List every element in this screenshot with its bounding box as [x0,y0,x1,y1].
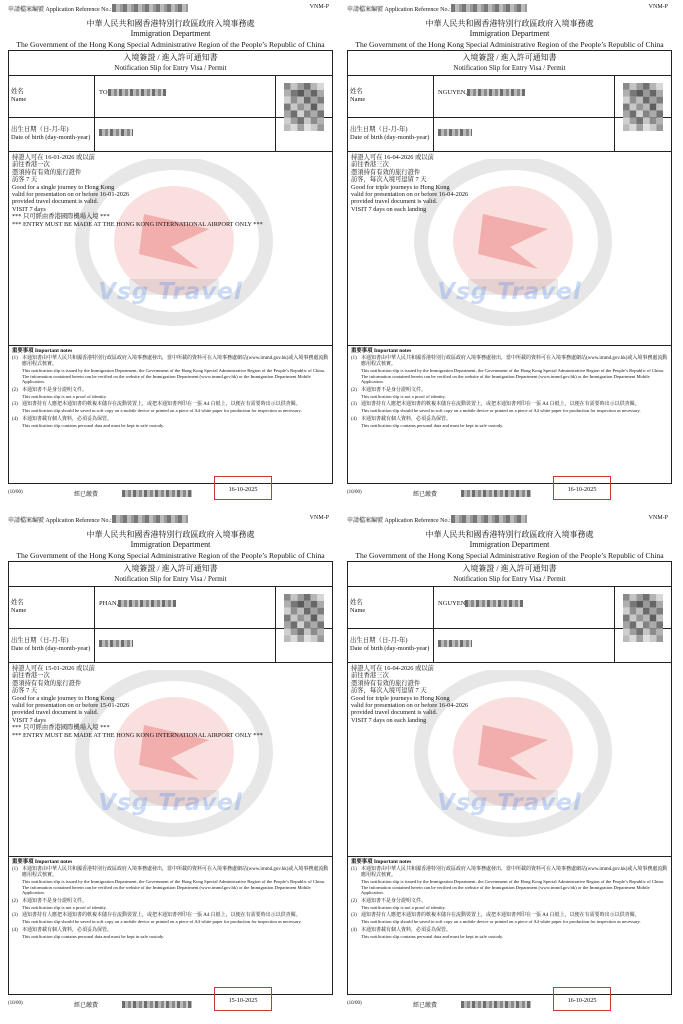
note-number: (4) [351,927,357,933]
photo-redacted [623,594,663,642]
note-item [12,867,329,896]
note-item [351,913,668,925]
dob-redacted [438,129,472,136]
note-item [12,928,329,940]
condition-line: provided travel document is valid. [12,709,99,717]
note-item [12,913,329,925]
fee-paid-label: 經已繳費 [74,1003,99,1009]
reference-label: 申請檔案編號 Application Reference No.: [8,7,112,13]
note-number: (3) [12,913,18,919]
condition-line: *** ENTRY MUST BE MADE AT THE HONG KONG INTERNATIONAL AIRPORT ONLY *** [12,220,263,228]
condition-line: 前往香港三次 [351,672,389,680]
note-item [351,928,668,940]
photo-redacted [623,83,663,131]
name-label-en: Name [350,607,366,614]
reference-label: 申請檔案編號 Application Reference No.: [8,518,112,524]
notes-heading: 重要事項 Important notes [12,348,73,354]
note-text-en: This notification slip contains personal data and must be kept in safe custody. [361,422,504,428]
visa-conditions [351,665,468,724]
condition-line: VISIT 7 days [12,716,46,724]
slip-frame [347,50,672,484]
condition-line: 持證人可在 15-01-2026 或以前 [12,665,95,672]
note-text-en: This notification slip is issued by the Immigration Department, the Government of the Hong Kong Special Administrative Region of the People’s Republic of China. The information contained herein can be verified on the website of the Immigration Department (www.immd.gov.hk) or the Immigration Department Mobile Application. [22,879,326,896]
slip-title-zh: 入境簽證 / 進入許可通知書 [462,53,557,62]
dob-label-en: Date of birth (day-month-year) [11,645,91,652]
name-label-zh: 姓名 [350,599,363,606]
condition-line: 憑須持有有效的旅行證件 [351,679,421,687]
dob-label-en: Date of birth (day-month-year) [11,134,91,141]
receipt-number-redacted [122,490,192,497]
dob-value [99,129,133,136]
note-text-en: This notification slip is not a proof of identity. [22,393,107,399]
note-text-zh: 本通知書不是身分證明文件。 [22,898,88,904]
dob-redacted [99,129,133,136]
form-code: VNM-P [648,4,668,10]
important-notes [351,859,668,943]
note-text-en: This notification slip contains personal data and must be kept in safe custody. [22,422,165,428]
issue-date: 16-10-2025 [567,997,597,1004]
note-number: (1) [12,867,18,872]
important-notes [12,859,329,943]
reference-label: 申請檔案編號 Application Reference No.: [347,7,451,13]
important-notes [12,348,329,432]
name-label [348,586,434,628]
note-number: (2) [12,898,18,904]
form-version-code: (10/00) [8,490,23,495]
watermark-brand-text: Vsg Travel [437,279,582,305]
note-text-zh: 通知書持有人應把本通知書的軟複本儲存在流動裝置上，或把本通知書列印在一張 A4 白紙上，以便在有需要時出示以供查閱。 [361,402,640,408]
condition-line: Good for triple journeys to Hong Kong [351,694,450,702]
slip-title-en: Notification Slip for Entry Visa / Permit [453,575,566,583]
condition-line: 訪客 7 天 [12,687,38,695]
condition-line: 持證人可在 16-04-2026 或以前 [351,154,434,161]
slip-title-en: Notification Slip for Entry Visa / Permit [453,64,566,72]
reference-line [347,515,672,525]
note-item [351,356,668,385]
form-code: VNM-P [648,515,668,521]
dob-label-zh: 出生日期（日-月-年) [350,637,408,644]
name-prefix: TO [99,89,108,96]
visa-conditions-area [9,151,332,346]
fee-paid-label: 經已繳費 [413,1003,438,1009]
form-code: VNM-P [309,515,329,521]
dob-label [348,117,434,151]
department-name-zh: 中華人民共和國香港特別行政區政府入境事務處 [86,19,255,28]
form-version-code: (10/00) [347,1001,362,1006]
condition-line: valid for presentation on or before 16-04-2026 [351,702,469,710]
watermark-brand-text: Vsg Travel [437,790,582,816]
condition-line: VISIT 7 days [12,205,46,213]
slip-footer [343,486,676,502]
condition-line: 前往香港三次 [351,161,389,169]
condition-line: 訪客，每次入境可逗留 7 天 [351,176,427,184]
reference-number-redacted [112,515,188,523]
department-name-en: Immigration Department [130,29,211,38]
note-text-zh: 本通知書載有個人資料，必須妥為保管。 [361,927,452,933]
department-name-zh: 中華人民共和國香港特別行政區政府入境事務處 [425,19,594,28]
reference-line [8,515,333,525]
note-item [351,402,668,414]
notes-heading: 重要事項 Important notes [351,859,412,865]
note-text-en: This notification slip should be saved in soft copy on a mobile device or printed on a piece of A4 white paper for production for inspection as necessary. [22,919,302,925]
condition-line: 憑須持有有效的旅行證件 [12,168,82,176]
note-number: (1) [351,867,357,872]
note-text-en: This notification slip should be saved in soft copy on a mobile device or printed on a piece of A4 white paper for production for inspection as necessary. [361,408,641,414]
note-text-en: This notification slip is issued by the Immigration Department, the Government of the Hong Kong Special Administrative Region of the People’s Republic of China. The information contained herein can be verified on the website of the Immigration Department (www.immd.gov.hk) or the Immigration Department Mobile Application. [361,879,665,896]
department-name-en: Immigration Department [469,540,550,549]
condition-line: valid for presentation on or before 16-01-2026 [12,191,130,199]
note-number: (3) [12,402,18,408]
note-item [351,867,668,896]
condition-line: *** 只可經由香港國際機場入境 *** [12,724,110,732]
photo-redacted [284,83,324,131]
notification-slip [4,513,337,1013]
note-text-zh: 本通知書載有個人資料，必須妥為保管。 [22,416,113,422]
name-label-en: Name [11,96,27,103]
condition-line: 訪客 7 天 [12,176,38,184]
dob-label-zh: 出生日期（日-月-年) [11,126,69,133]
note-text-zh: 本通知書由中華人民共和國香港特別行政區政府入境事務處發出，當中所載的資料可在入境事務處網站(www.immd.gov.hk)或入境事務處流動應用程式核實。 [22,356,329,367]
note-item [12,356,329,385]
name-value [99,89,166,96]
receipt-number-redacted [461,490,531,497]
name-label-zh: 姓名 [11,599,24,606]
dob-redacted [438,640,472,647]
issue-date: 16-10-2025 [228,486,258,493]
notification-slip [343,513,676,1013]
photo-cell [614,75,672,151]
note-number: (4) [12,927,18,933]
condition-line: provided travel document is valid. [351,709,438,717]
dob-label-en: Date of birth (day-month-year) [350,645,430,652]
form-code: VNM-P [309,4,329,10]
government-name: The Government of the Hong Kong Special Administrative Region of the People’s Republic of China [16,551,325,560]
important-notes [351,348,668,432]
reference-number-redacted [451,4,527,12]
note-number: (2) [351,387,357,393]
slip-title-en: Notification Slip for Entry Visa / Permit [114,575,227,583]
slip-footer [4,997,337,1013]
dob-label-zh: 出生日期（日-月-年) [11,637,69,644]
dob-label [9,628,95,662]
note-number: (2) [12,387,18,393]
slip-title-en: Notification Slip for Entry Visa / Permit [114,64,227,72]
name-value [438,600,523,607]
name-prefix: PHAN, [99,600,119,607]
note-number: (1) [12,356,18,361]
note-text-en: This notification slip is not a proof of identity. [361,904,446,910]
department-name-en: Immigration Department [469,29,550,38]
note-text-zh: 本通知書載有個人資料，必須妥為保管。 [22,927,113,933]
reference-number-redacted [112,4,188,12]
name-label [9,586,95,628]
name-label-en: Name [11,607,27,614]
form-version-code: (10/00) [8,1001,23,1006]
visa-conditions [12,154,263,228]
note-text-zh: 通知書持有人應把本通知書的軟複本儲存在流動裝置上，或把本通知書列印在一張 A4 白紙上，以便在有需要時出示以供查閱。 [22,913,301,919]
condition-line: Good for triple journeys to Hong Kong [351,183,450,191]
slip-frame [347,561,672,995]
name-value [438,89,525,96]
fee-paid-label: 經已繳費 [413,492,438,498]
note-text-zh: 本通知書不是身分證明文件。 [361,387,427,393]
receipt-number-redacted [122,1001,192,1008]
name-redacted [108,89,166,96]
name-label [348,75,434,117]
note-text-zh: 本通知書不是身分證明文件。 [22,387,88,393]
note-text-en: This notification slip contains personal data and must be kept in safe custody. [22,933,165,939]
name-label-zh: 姓名 [350,88,363,95]
note-text-en: This notification slip is issued by the Immigration Department, the Government of the Hong Kong Special Administrative Region of the People’s Republic of China. The information contained herein can be verified on the website of the Immigration Department (www.immd.gov.hk) or the Immigration Department Mobile Application. [361,368,665,385]
note-number: (2) [351,898,357,904]
note-item [351,388,668,400]
condition-line: 前往香港一次 [12,161,50,169]
fee-paid-label: 經已繳費 [74,492,99,498]
condition-line: valid for presentation on or before 15-01-2026 [12,702,130,710]
photo-cell [275,75,333,151]
department-name-zh: 中華人民共和國香港特別行政區政府入境事務處 [86,530,255,539]
issue-date-highlight [214,476,272,500]
note-item [351,417,668,429]
receipt-number-redacted [461,1001,531,1008]
slip-title [348,51,671,76]
note-number: (4) [12,416,18,422]
condition-line: *** ENTRY MUST BE MADE AT THE HONG KONG INTERNATIONAL AIRPORT ONLY *** [12,731,263,739]
watermark-brand-text: Vsg Travel [98,279,243,305]
condition-line: provided travel document is valid. [12,198,99,206]
dob-label [348,628,434,662]
issue-date-highlight [553,476,611,500]
visa-conditions [351,154,468,213]
government-name: The Government of the Hong Kong Special Administrative Region of the People’s Republic of China [355,40,664,49]
name-label-zh: 姓名 [11,88,24,95]
notes-heading: 重要事項 Important notes [12,859,73,865]
slip-title [348,562,671,587]
name-label-en: Name [350,96,366,103]
condition-line: valid for presentation on or before 16-04-2026 [351,191,469,199]
name-value [99,600,176,607]
issue-date-highlight [214,987,272,1011]
issue-date: 16-10-2025 [567,486,597,493]
note-text-zh: 通知書持有人應把本通知書的軟複本儲存在流動裝置上，或把本通知書列印在一張 A4 白紙上，以便在有需要時出示以供查閱。 [361,913,640,919]
name-label [9,75,95,117]
note-item [12,417,329,429]
name-redacted [465,600,523,607]
visa-conditions-area [348,151,671,346]
condition-line: *** 只可經由香港國際機場入境 *** [12,213,110,221]
form-version-code: (10/00) [347,490,362,495]
watermark-brand-text: Vsg Travel [98,790,243,816]
notes-heading: 重要事項 Important notes [351,348,412,354]
slip-footer [4,486,337,502]
slip-frame [8,561,333,995]
name-redacted [467,89,525,96]
name-prefix: NGUYEN [438,600,466,607]
condition-line: Good for a single journey to Hong Kong [12,694,115,702]
note-item [12,899,329,911]
slip-title-zh: 入境簽證 / 進入許可通知書 [123,53,218,62]
slip-frame [8,50,333,484]
slip-title [9,51,332,76]
visa-conditions-area [9,662,332,857]
note-text-zh: 本通知書不是身分證明文件。 [361,898,427,904]
condition-line: 憑須持有有效的旅行證件 [12,679,82,687]
note-text-zh: 本通知書由中華人民共和國香港特別行政區政府入境事務處發出，當中所載的資料可在入境事務處網站(www.immd.gov.hk)或入境事務處流動應用程式核實。 [361,356,668,367]
condition-line: Good for a single journey to Hong Kong [12,183,115,191]
dob-label [9,117,95,151]
condition-line: 持證人可在 16-04-2026 或以前 [351,665,434,672]
condition-line: 憑須持有有效的旅行證件 [351,168,421,176]
note-number: (4) [351,416,357,422]
slip-footer [343,997,676,1013]
reference-number-redacted [451,515,527,523]
reference-label: 申請檔案編號 Application Reference No.: [347,518,451,524]
photo-cell [275,586,333,662]
notification-slip [343,2,676,502]
government-name: The Government of the Hong Kong Special Administrative Region of the People’s Republic of China [355,551,664,560]
note-text-en: This notification slip is not a proof of identity. [361,393,446,399]
note-item [12,388,329,400]
government-name: The Government of the Hong Kong Special Administrative Region of the People’s Republic of China [16,40,325,49]
visa-conditions [12,665,263,739]
note-text-en: This notification slip should be saved in soft copy on a mobile device or printed on a piece of A4 white paper for production for inspection as necessary. [361,919,641,925]
photo-redacted [284,594,324,642]
condition-line: VISIT 7 days on each landing [351,716,427,724]
dob-label-en: Date of birth (day-month-year) [350,134,430,141]
reference-line [8,4,333,14]
note-item [351,899,668,911]
name-prefix: NGUYEN, [438,89,468,96]
notification-slip [4,2,337,502]
note-number: (1) [351,356,357,361]
note-number: (3) [351,913,357,919]
condition-line: VISIT 7 days on each landing [351,205,427,213]
slip-title-zh: 入境簽證 / 進入許可通知書 [462,564,557,573]
note-text-zh: 本通知書載有個人資料，必須妥為保管。 [361,416,452,422]
note-text-en: This notification slip contains personal data and must be kept in safe custody. [361,933,504,939]
dob-label-zh: 出生日期（日-月-年) [350,126,408,133]
dob-value [99,640,133,647]
slip-title-zh: 入境簽證 / 進入許可通知書 [123,564,218,573]
dob-value [438,129,472,136]
issue-date-highlight [553,987,611,1011]
note-text-en: This notification slip is not a proof of identity. [22,904,107,910]
note-text-en: This notification slip should be saved in soft copy on a mobile device or printed on a piece of A4 white paper for production for inspection as necessary. [22,408,302,414]
condition-line: 訪客，每次入境可逗留 7 天 [351,687,427,695]
note-text-en: This notification slip is issued by the Immigration Department, the Government of the Hong Kong Special Administrative Region of the People’s Republic of China. The information contained herein can be verified on the website of the Immigration Department (www.immd.gov.hk) or the Immigration Department Mobile Application. [22,368,326,385]
note-text-zh: 通知書持有人應把本通知書的軟複本儲存在流動裝置上，或把本通知書列印在一張 A4 白紙上，以便在有需要時出示以供查閱。 [22,402,301,408]
department-name-en: Immigration Department [130,540,211,549]
issue-date: 15-10-2025 [228,997,258,1004]
name-redacted [118,600,176,607]
reference-line [347,4,672,14]
note-item [12,402,329,414]
photo-cell [614,586,672,662]
dob-redacted [99,640,133,647]
condition-line: 前往香港一次 [12,672,50,680]
department-name-zh: 中華人民共和國香港特別行政區政府入境事務處 [425,530,594,539]
note-number: (3) [351,402,357,408]
condition-line: provided travel document is valid. [351,198,438,206]
dob-value [438,640,472,647]
slip-title [9,562,332,587]
note-text-zh: 本通知書由中華人民共和國香港特別行政區政府入境事務處發出，當中所載的資料可在入境事務處網站(www.immd.gov.hk)或入境事務處流動應用程式核實。 [361,867,668,878]
note-text-zh: 本通知書由中華人民共和國香港特別行政區政府入境事務處發出，當中所載的資料可在入境事務處網站(www.immd.gov.hk)或入境事務處流動應用程式核實。 [22,867,329,878]
condition-line: 持證人可在 16-01-2026 或以前 [12,154,95,161]
visa-conditions-area [348,662,671,857]
